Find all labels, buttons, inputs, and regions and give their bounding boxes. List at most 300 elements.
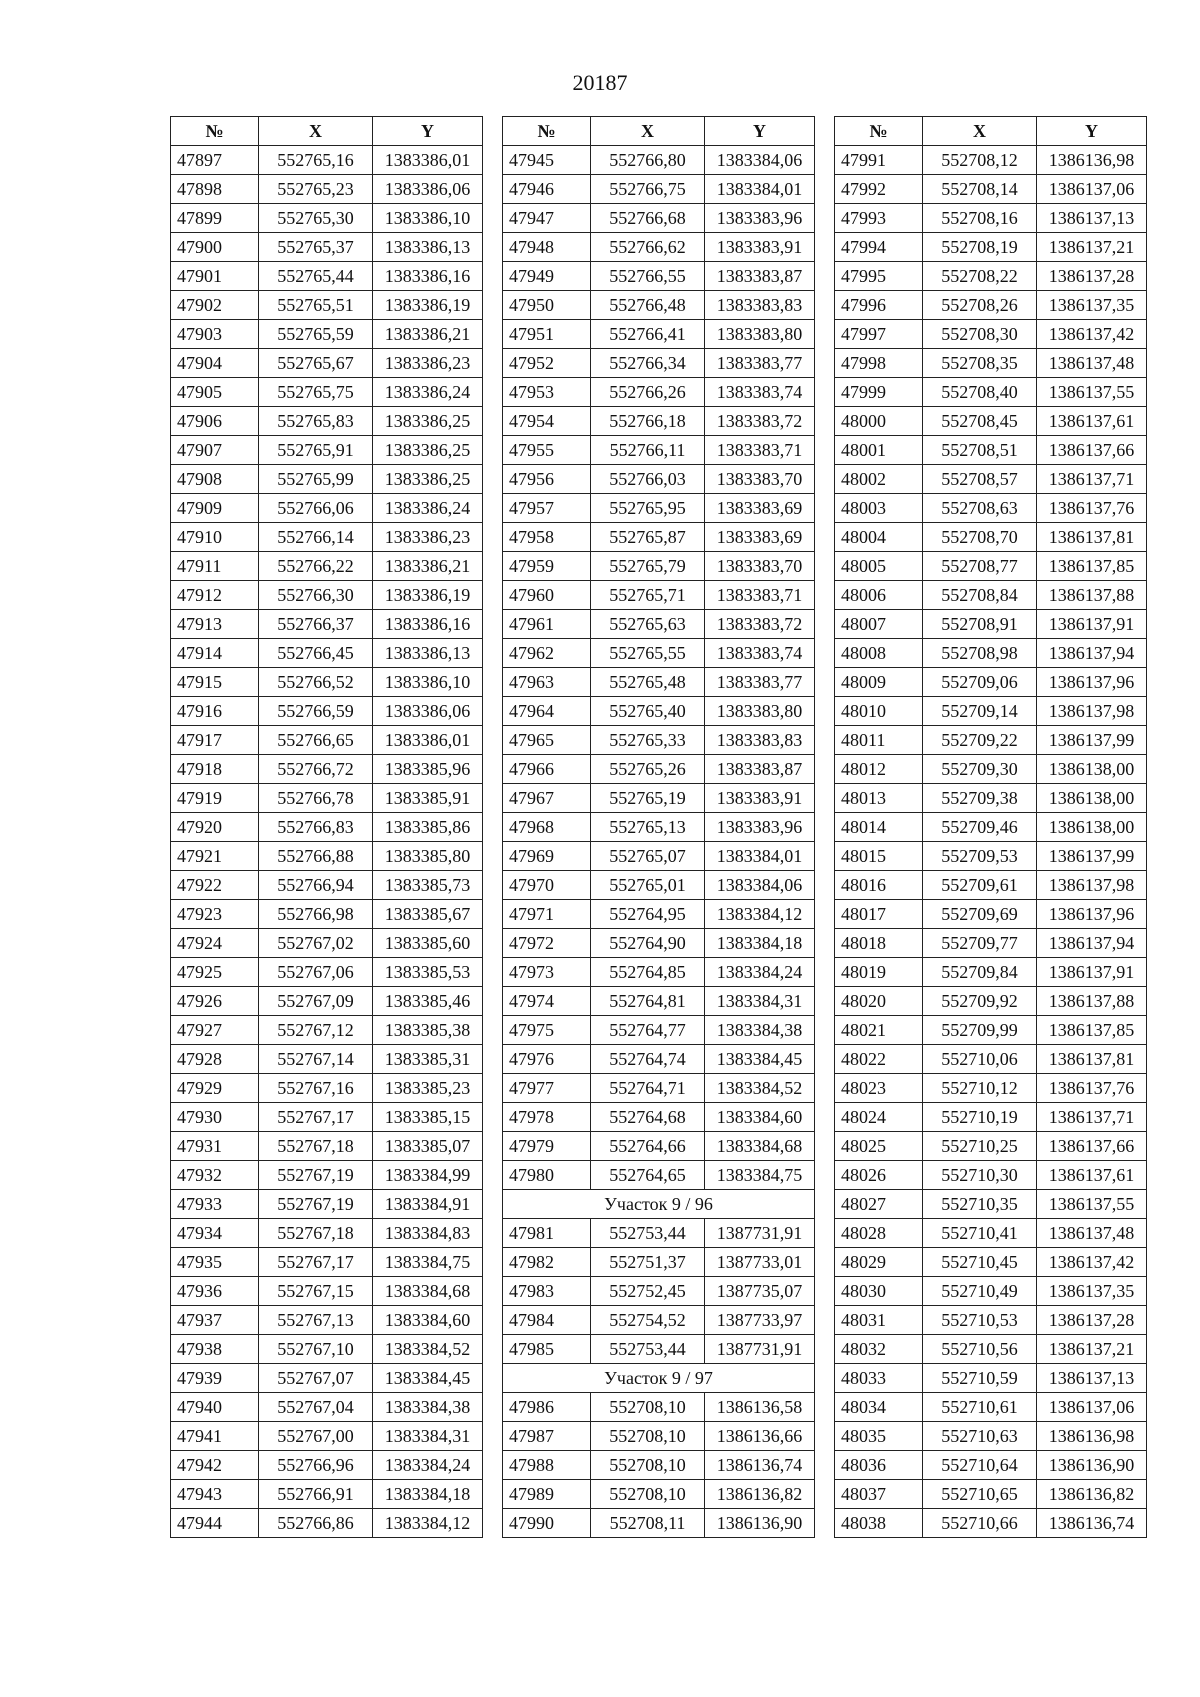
cell-x: 552753,44 — [591, 1335, 705, 1364]
table-row — [835, 987, 1147, 1016]
cell-x: 552708,57 — [923, 465, 1037, 494]
cell-number: 48006 — [835, 581, 923, 610]
cell-y: 1383385,73 — [373, 871, 483, 900]
cell-number: 47936 — [171, 1277, 259, 1306]
cell-y: 1383386,21 — [373, 552, 483, 581]
table-row — [503, 900, 815, 929]
cell-y: 1386137,55 — [1037, 378, 1147, 407]
cell-x: 552765,75 — [259, 378, 373, 407]
header-y: Y — [373, 117, 483, 146]
table-row — [171, 1451, 483, 1480]
cell-number: 47988 — [503, 1451, 591, 1480]
table-row — [171, 842, 483, 871]
cell-x: 552753,44 — [591, 1219, 705, 1248]
cell-y: 1386137,85 — [1037, 1016, 1147, 1045]
cell-x: 552764,95 — [591, 900, 705, 929]
cell-number: 48031 — [835, 1306, 923, 1335]
cell-x: 552764,66 — [591, 1132, 705, 1161]
cell-x: 552709,38 — [923, 784, 1037, 813]
cell-x: 552708,12 — [923, 146, 1037, 175]
cell-x: 552708,70 — [923, 523, 1037, 552]
cell-x: 552765,48 — [591, 668, 705, 697]
table-row — [503, 320, 815, 349]
cell-number: 47901 — [171, 262, 259, 291]
cell-number: 48009 — [835, 668, 923, 697]
cell-x: 552767,02 — [259, 929, 373, 958]
cell-y: 1386137,13 — [1037, 1364, 1147, 1393]
cell-x: 552708,10 — [591, 1451, 705, 1480]
cell-x: 552767,12 — [259, 1016, 373, 1045]
table-row — [503, 233, 815, 262]
table-row — [503, 523, 815, 552]
cell-number: 47909 — [171, 494, 259, 523]
table-row — [171, 378, 483, 407]
cell-x: 552765,55 — [591, 639, 705, 668]
table-row — [835, 668, 1147, 697]
cell-x: 552766,88 — [259, 842, 373, 871]
table-row — [503, 552, 815, 581]
cell-number: 47989 — [503, 1480, 591, 1509]
table-row — [835, 1248, 1147, 1277]
cell-y: 1386138,00 — [1037, 755, 1147, 784]
table-row — [835, 320, 1147, 349]
cell-x: 552767,16 — [259, 1074, 373, 1103]
cell-y: 1386137,99 — [1037, 842, 1147, 871]
cell-number: 48017 — [835, 900, 923, 929]
table-row — [171, 929, 483, 958]
cell-y: 1386136,82 — [1037, 1480, 1147, 1509]
cell-x: 552767,18 — [259, 1219, 373, 1248]
cell-x: 552767,14 — [259, 1045, 373, 1074]
cell-number: 47973 — [503, 958, 591, 987]
table-row — [835, 784, 1147, 813]
cell-x: 552766,59 — [259, 697, 373, 726]
table-row — [503, 1422, 815, 1451]
cell-x: 552767,06 — [259, 958, 373, 987]
table-row — [503, 1161, 815, 1190]
table-row — [171, 1393, 483, 1422]
table-row — [835, 1074, 1147, 1103]
cell-number: 47922 — [171, 871, 259, 900]
cell-x: 552709,69 — [923, 900, 1037, 929]
cell-x: 552765,13 — [591, 813, 705, 842]
cell-x: 552708,77 — [923, 552, 1037, 581]
cell-x: 552766,45 — [259, 639, 373, 668]
cell-y: 1383383,91 — [705, 233, 815, 262]
cell-x: 552767,18 — [259, 1132, 373, 1161]
cell-y: 1383384,18 — [705, 929, 815, 958]
cell-x: 552767,17 — [259, 1248, 373, 1277]
table-row — [171, 900, 483, 929]
cell-number: 47961 — [503, 610, 591, 639]
table-row — [171, 1480, 483, 1509]
table-row — [835, 871, 1147, 900]
table-row — [171, 1132, 483, 1161]
cell-y: 1383383,80 — [705, 697, 815, 726]
cell-y: 1383386,06 — [373, 697, 483, 726]
cell-number: 47970 — [503, 871, 591, 900]
cell-number: 47992 — [835, 175, 923, 204]
cell-x: 552766,52 — [259, 668, 373, 697]
cell-number: 47990 — [503, 1509, 591, 1538]
cell-number: 48004 — [835, 523, 923, 552]
cell-number: 48018 — [835, 929, 923, 958]
cell-y: 1387733,01 — [705, 1248, 815, 1277]
cell-x: 552765,79 — [591, 552, 705, 581]
cell-y: 1386137,61 — [1037, 407, 1147, 436]
section-row — [503, 1190, 815, 1219]
cell-number: 47904 — [171, 349, 259, 378]
cell-number: 48002 — [835, 465, 923, 494]
cell-number: 47897 — [171, 146, 259, 175]
cell-y: 1386137,42 — [1037, 1248, 1147, 1277]
cell-y: 1383384,38 — [705, 1016, 815, 1045]
cell-y: 1386137,98 — [1037, 871, 1147, 900]
cell-x: 552710,61 — [923, 1393, 1037, 1422]
cell-x: 552764,81 — [591, 987, 705, 1016]
cell-y: 1386137,21 — [1037, 1335, 1147, 1364]
cell-y: 1383383,87 — [705, 262, 815, 291]
table-row — [171, 1306, 483, 1335]
table-row — [835, 175, 1147, 204]
cell-y: 1386137,35 — [1037, 1277, 1147, 1306]
cell-number: 47943 — [171, 1480, 259, 1509]
page-number: 20187 — [572, 70, 628, 95]
cell-y: 1383386,01 — [373, 726, 483, 755]
cell-y: 1386137,81 — [1037, 1045, 1147, 1074]
table-row — [503, 407, 815, 436]
table-row — [835, 1335, 1147, 1364]
cell-number: 47903 — [171, 320, 259, 349]
table-row — [171, 1045, 483, 1074]
cell-x: 552765,83 — [259, 407, 373, 436]
cell-y: 1383383,71 — [705, 581, 815, 610]
cell-x: 552710,59 — [923, 1364, 1037, 1393]
coordinates-table-2 — [502, 116, 815, 1538]
cell-number: 47937 — [171, 1306, 259, 1335]
table-header-row — [835, 117, 1147, 146]
cell-x: 552708,10 — [591, 1422, 705, 1451]
table-row — [171, 436, 483, 465]
cell-y: 1383386,23 — [373, 523, 483, 552]
cell-number: 47916 — [171, 697, 259, 726]
cell-x: 552708,51 — [923, 436, 1037, 465]
cell-number: 48035 — [835, 1422, 923, 1451]
cell-number: 47930 — [171, 1103, 259, 1132]
cell-x: 552709,61 — [923, 871, 1037, 900]
cell-number: 47912 — [171, 581, 259, 610]
cell-number: 47991 — [835, 146, 923, 175]
cell-x: 552766,78 — [259, 784, 373, 813]
cell-x: 552765,37 — [259, 233, 373, 262]
cell-x: 552767,04 — [259, 1393, 373, 1422]
table-row — [171, 552, 483, 581]
table-row — [835, 1016, 1147, 1045]
table-row — [171, 987, 483, 1016]
table-row — [503, 581, 815, 610]
table-row — [503, 1074, 815, 1103]
cell-x: 552766,94 — [259, 871, 373, 900]
table-row — [835, 262, 1147, 291]
cell-y: 1383386,24 — [373, 494, 483, 523]
cell-number: 47975 — [503, 1016, 591, 1045]
cell-y: 1383384,83 — [373, 1219, 483, 1248]
cell-y: 1383384,38 — [373, 1393, 483, 1422]
table-row — [835, 1393, 1147, 1422]
header-number: № — [171, 117, 259, 146]
cell-y: 1383386,23 — [373, 349, 483, 378]
cell-y: 1383383,71 — [705, 436, 815, 465]
cell-y: 1383383,96 — [705, 813, 815, 842]
cell-x: 552767,19 — [259, 1161, 373, 1190]
cell-y: 1383383,72 — [705, 407, 815, 436]
cell-x: 552766,22 — [259, 552, 373, 581]
cell-x: 552767,15 — [259, 1277, 373, 1306]
cell-number: 47998 — [835, 349, 923, 378]
table-row — [503, 1451, 815, 1480]
table-row — [835, 1045, 1147, 1074]
table-row — [171, 784, 483, 813]
cell-x: 552708,35 — [923, 349, 1037, 378]
table-row — [503, 436, 815, 465]
cell-x: 552708,26 — [923, 291, 1037, 320]
cell-number: 47950 — [503, 291, 591, 320]
cell-y: 1386137,66 — [1037, 436, 1147, 465]
cell-x: 552710,06 — [923, 1045, 1037, 1074]
cell-y: 1386137,48 — [1037, 349, 1147, 378]
cell-number: 47921 — [171, 842, 259, 871]
cell-y: 1383386,16 — [373, 610, 483, 639]
cell-y: 1383386,25 — [373, 465, 483, 494]
cell-y: 1386137,06 — [1037, 1393, 1147, 1422]
cell-number: 47919 — [171, 784, 259, 813]
table-row — [171, 871, 483, 900]
table-row — [503, 639, 815, 668]
cell-x: 552766,72 — [259, 755, 373, 784]
cell-number: 48010 — [835, 697, 923, 726]
header-y: Y — [1037, 117, 1147, 146]
table-row — [171, 523, 483, 552]
cell-x: 552766,11 — [591, 436, 705, 465]
cell-y: 1383386,25 — [373, 436, 483, 465]
cell-y: 1383385,80 — [373, 842, 483, 871]
cell-y: 1387733,97 — [705, 1306, 815, 1335]
cell-number: 48022 — [835, 1045, 923, 1074]
cell-y: 1383384,52 — [705, 1074, 815, 1103]
table-row — [503, 1393, 815, 1422]
table-row — [835, 378, 1147, 407]
cell-number: 48013 — [835, 784, 923, 813]
table-row — [171, 958, 483, 987]
cell-number: 47965 — [503, 726, 591, 755]
cell-number: 47913 — [171, 610, 259, 639]
table-row — [503, 987, 815, 1016]
table-row — [503, 1219, 815, 1248]
cell-y: 1383384,60 — [373, 1306, 483, 1335]
table-row — [835, 204, 1147, 233]
cell-number: 47997 — [835, 320, 923, 349]
cell-number: 47914 — [171, 639, 259, 668]
table-row — [503, 465, 815, 494]
table-row — [171, 494, 483, 523]
cell-y: 1383384,12 — [373, 1509, 483, 1538]
table-row — [835, 1422, 1147, 1451]
cell-number: 47960 — [503, 581, 591, 610]
cell-y: 1386137,76 — [1037, 494, 1147, 523]
cell-number: 48015 — [835, 842, 923, 871]
table-row — [171, 1219, 483, 1248]
cell-x: 552710,56 — [923, 1335, 1037, 1364]
cell-number: 47974 — [503, 987, 591, 1016]
table-row — [835, 436, 1147, 465]
table-row — [835, 929, 1147, 958]
cell-x: 552765,87 — [591, 523, 705, 552]
cell-x: 552765,51 — [259, 291, 373, 320]
cell-y: 1383383,70 — [705, 465, 815, 494]
table-row — [835, 146, 1147, 175]
cell-x: 552709,84 — [923, 958, 1037, 987]
header-x: X — [923, 117, 1037, 146]
section-title: Участок 9 / 97 — [503, 1364, 815, 1393]
cell-x: 552767,09 — [259, 987, 373, 1016]
cell-number: 48000 — [835, 407, 923, 436]
cell-number: 47956 — [503, 465, 591, 494]
cell-number: 47929 — [171, 1074, 259, 1103]
cell-number: 47905 — [171, 378, 259, 407]
table-row — [835, 900, 1147, 929]
table-row — [835, 842, 1147, 871]
cell-x: 552764,65 — [591, 1161, 705, 1190]
cell-number: 47947 — [503, 204, 591, 233]
cell-x: 552764,74 — [591, 1045, 705, 1074]
cell-number: 47917 — [171, 726, 259, 755]
cell-y: 1383384,52 — [373, 1335, 483, 1364]
cell-x: 552710,41 — [923, 1219, 1037, 1248]
cell-x: 552709,77 — [923, 929, 1037, 958]
table-row — [171, 755, 483, 784]
cell-x: 552766,18 — [591, 407, 705, 436]
cell-y: 1383384,24 — [705, 958, 815, 987]
cell-y: 1383383,74 — [705, 378, 815, 407]
cell-x: 552765,71 — [591, 581, 705, 610]
cell-y: 1387731,91 — [705, 1335, 815, 1364]
cell-number: 47978 — [503, 1103, 591, 1132]
table-row — [835, 1190, 1147, 1219]
cell-number: 47984 — [503, 1306, 591, 1335]
table-row — [503, 378, 815, 407]
cell-number: 47923 — [171, 900, 259, 929]
cell-x: 552766,96 — [259, 1451, 373, 1480]
cell-y: 1386137,71 — [1037, 465, 1147, 494]
cell-x: 552709,92 — [923, 987, 1037, 1016]
cell-y: 1386136,58 — [705, 1393, 815, 1422]
cell-x: 552709,30 — [923, 755, 1037, 784]
cell-number: 47941 — [171, 1422, 259, 1451]
cell-y: 1383383,69 — [705, 523, 815, 552]
cell-x: 552764,90 — [591, 929, 705, 958]
cell-number: 47906 — [171, 407, 259, 436]
table-row — [835, 1364, 1147, 1393]
cell-x: 552710,63 — [923, 1422, 1037, 1451]
cell-x: 552766,55 — [591, 262, 705, 291]
cell-number: 47964 — [503, 697, 591, 726]
cell-x: 552709,14 — [923, 697, 1037, 726]
cell-y: 1383385,46 — [373, 987, 483, 1016]
cell-y: 1383384,99 — [373, 1161, 483, 1190]
cell-y: 1383383,91 — [705, 784, 815, 813]
cell-y: 1383385,38 — [373, 1016, 483, 1045]
cell-x: 552708,10 — [591, 1480, 705, 1509]
cell-number: 47938 — [171, 1335, 259, 1364]
cell-x: 552708,98 — [923, 639, 1037, 668]
cell-y: 1383385,96 — [373, 755, 483, 784]
table-row — [503, 175, 815, 204]
cell-number: 47918 — [171, 755, 259, 784]
table-row — [503, 610, 815, 639]
cell-x: 552708,22 — [923, 262, 1037, 291]
table-row — [503, 1248, 815, 1277]
cell-number: 47933 — [171, 1190, 259, 1219]
cell-x: 552765,26 — [591, 755, 705, 784]
cell-y: 1386137,55 — [1037, 1190, 1147, 1219]
cell-y: 1386137,76 — [1037, 1074, 1147, 1103]
table-row — [503, 1103, 815, 1132]
cell-number: 47915 — [171, 668, 259, 697]
cell-x: 552766,80 — [591, 146, 705, 175]
cell-y: 1386136,90 — [705, 1509, 815, 1538]
cell-number: 47966 — [503, 755, 591, 784]
table-row — [171, 1509, 483, 1538]
table-row — [503, 1480, 815, 1509]
cell-x: 552709,06 — [923, 668, 1037, 697]
table-row — [835, 1451, 1147, 1480]
table-row — [835, 639, 1147, 668]
cell-x: 552767,10 — [259, 1335, 373, 1364]
cell-y: 1383383,96 — [705, 204, 815, 233]
coordinates-table-3 — [834, 116, 1147, 1538]
cell-x: 552767,19 — [259, 1190, 373, 1219]
table-row — [171, 697, 483, 726]
cell-x: 552708,84 — [923, 581, 1037, 610]
cell-x: 552765,33 — [591, 726, 705, 755]
cell-y: 1386136,66 — [705, 1422, 815, 1451]
cell-x: 552708,16 — [923, 204, 1037, 233]
cell-x: 552764,68 — [591, 1103, 705, 1132]
cell-number: 47955 — [503, 436, 591, 465]
cell-x: 552708,30 — [923, 320, 1037, 349]
cell-x: 552767,13 — [259, 1306, 373, 1335]
cell-x: 552766,65 — [259, 726, 373, 755]
cell-number: 47980 — [503, 1161, 591, 1190]
cell-number: 48001 — [835, 436, 923, 465]
cell-number: 47985 — [503, 1335, 591, 1364]
cell-y: 1383384,45 — [705, 1045, 815, 1074]
cell-y: 1386137,98 — [1037, 697, 1147, 726]
cell-number: 47935 — [171, 1248, 259, 1277]
table-row — [835, 1509, 1147, 1538]
cell-x: 552766,86 — [259, 1509, 373, 1538]
table-row — [503, 1277, 815, 1306]
cell-number: 48038 — [835, 1509, 923, 1538]
table-row — [835, 291, 1147, 320]
cell-number: 48023 — [835, 1074, 923, 1103]
cell-y: 1383385,53 — [373, 958, 483, 987]
cell-y: 1386137,66 — [1037, 1132, 1147, 1161]
cell-y: 1386137,88 — [1037, 581, 1147, 610]
table-row — [171, 1016, 483, 1045]
cell-x: 552767,17 — [259, 1103, 373, 1132]
cell-x: 552766,06 — [259, 494, 373, 523]
